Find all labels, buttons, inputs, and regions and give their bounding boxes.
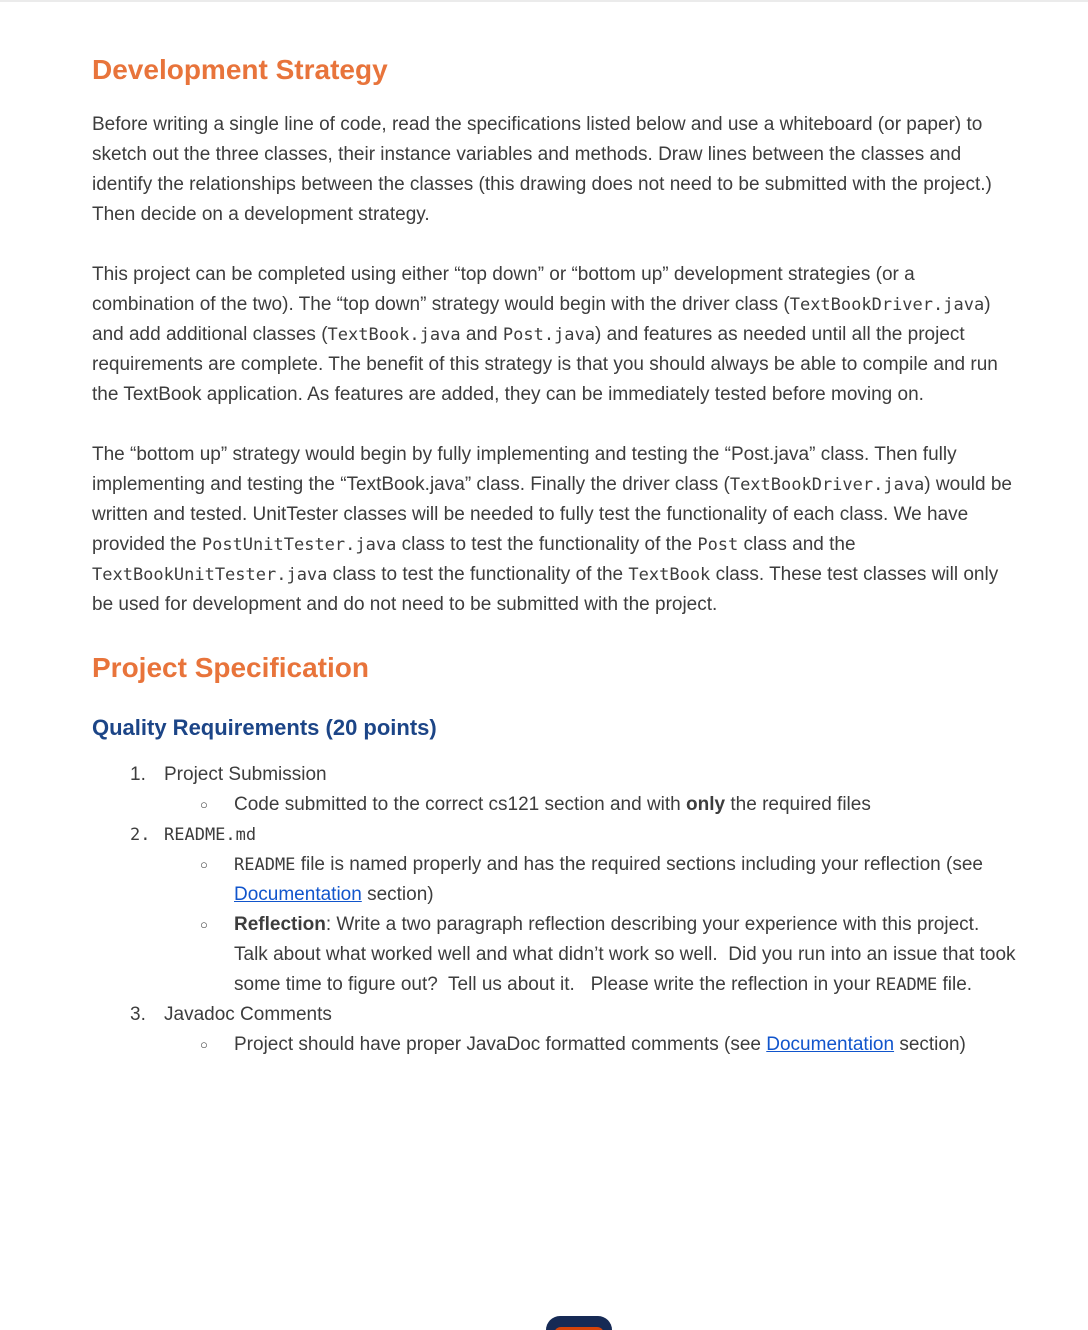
text-run: file is named properly and has the required sections including your reflection (see (295, 854, 989, 875)
paragraph-dev-3 (92, 440, 1022, 620)
list-item-title (164, 760, 1022, 790)
list-number: 1. (130, 764, 146, 785)
list-item (92, 760, 1022, 790)
documentation-link[interactable]: Documentation (766, 1034, 895, 1055)
list-subitem (92, 850, 1022, 910)
inline-code: TextBookDriver.java (729, 475, 925, 495)
bullet-marker: ○ (200, 857, 208, 872)
inline-code: TextBook (628, 565, 711, 585)
text-run: ) would be written and tested. UnitTester classes will be needed to fully test the functionality of each class. We have provided the (92, 474, 1018, 555)
inline-code: TextBookUnitTester.java (92, 565, 328, 585)
list-subitem (92, 910, 1022, 1000)
text-run: Code submitted to the correct cs121 section and with (234, 794, 687, 815)
bold-text: only (686, 794, 726, 815)
quality-requirements-list (92, 760, 1022, 1060)
text-run: The “bottom up” strategy would begin by fully implementing and testing the “Post.java” class. Then fully implementing and testing the “TextBook.java” class. Finally the driver class ( (92, 444, 962, 495)
text-run: section) (894, 1034, 966, 1055)
heading-quality-requirements: Quality Requirements (20 points) (92, 715, 437, 740)
list-item-title (164, 1000, 1022, 1030)
text-run: Before writing a single line of code, read the specifications listed below and use a whiteboard (or paper) to sketch out the three classes, their instance variables and methods. Draw lines between the classes and identify the relationships between the classes (this drawing does not need to be submitted with the project.) Then decide on a development strategy. (92, 114, 997, 225)
inline-code: README (234, 855, 296, 875)
paragraph-dev-2 (92, 260, 1022, 410)
text-run: ) and add additional classes ( (92, 294, 996, 345)
list-number: 3. (130, 1004, 146, 1025)
document-content (0, 2, 1088, 1060)
text-run: class to test the functionality of the (396, 534, 698, 555)
text-run: : Write a two paragraph reflection describing your experience with this project. Talk about what worked well and what didn’t work so well. Did you run into an issue that took some time to figure out? Tell us about it. Please write the reflection in your (234, 914, 1021, 995)
text-run: Project Submission (164, 764, 327, 785)
text-run: class to test the functionality of the (327, 564, 629, 585)
text-run: ) and features as needed until all the project requirements are complete. The benefit of this strategy is that you should always be able to compile and run the TextBook application. As features are added, they can be immediately tested before moving on. (92, 324, 1004, 405)
bullet-marker: ○ (200, 797, 208, 812)
bullet-marker: ○ (200, 1037, 208, 1052)
text-run: This project can be completed using either “top down” or “bottom up” development strategies (or a combination of the two). The “top down” strategy would begin with the driver class ( (92, 264, 920, 315)
inline-code: Post.java (502, 325, 595, 345)
text-run: and (460, 324, 503, 345)
list-subitem-text (234, 850, 1022, 910)
text-run: section) (361, 884, 434, 905)
list-subitem (92, 1030, 1022, 1060)
logo-icon (546, 1316, 612, 1330)
inline-code: PostUnitTester.java (201, 535, 397, 555)
list-subitem-text (234, 910, 1022, 1000)
heading-development-strategy: Development Strategy (92, 54, 388, 85)
inline-code: README (875, 975, 938, 995)
list-item (92, 820, 1022, 850)
text-run: class and the (738, 534, 861, 555)
list-subitem-text (234, 790, 1022, 820)
inline-code: README.md (164, 825, 257, 845)
inline-code: Post (697, 535, 739, 555)
bold-text: Reflection (234, 914, 326, 935)
list-item (92, 1000, 1022, 1030)
list-subitem (92, 790, 1022, 820)
inline-code: TextBook.java (327, 325, 461, 345)
list-item-title (164, 820, 1022, 850)
text-run: Javadoc Comments (164, 1004, 332, 1025)
text-run: Project should have proper JavaDoc formatted comments (see (234, 1034, 767, 1055)
text-run: the required files (725, 794, 871, 815)
paragraph-dev-1 (92, 110, 1022, 230)
list-number: 2. (130, 825, 151, 845)
list-subitem-text (234, 1030, 1022, 1060)
text-run: file. (937, 974, 973, 995)
inline-code: TextBookDriver.java (789, 295, 985, 315)
heading-project-specification: Project Specification (92, 652, 369, 683)
documentation-link[interactable]: Documentation (234, 884, 362, 905)
bullet-marker: ○ (200, 917, 208, 932)
text-run: class. These test classes will only be used for development and do not need to be submitted with the project. (92, 564, 1004, 615)
